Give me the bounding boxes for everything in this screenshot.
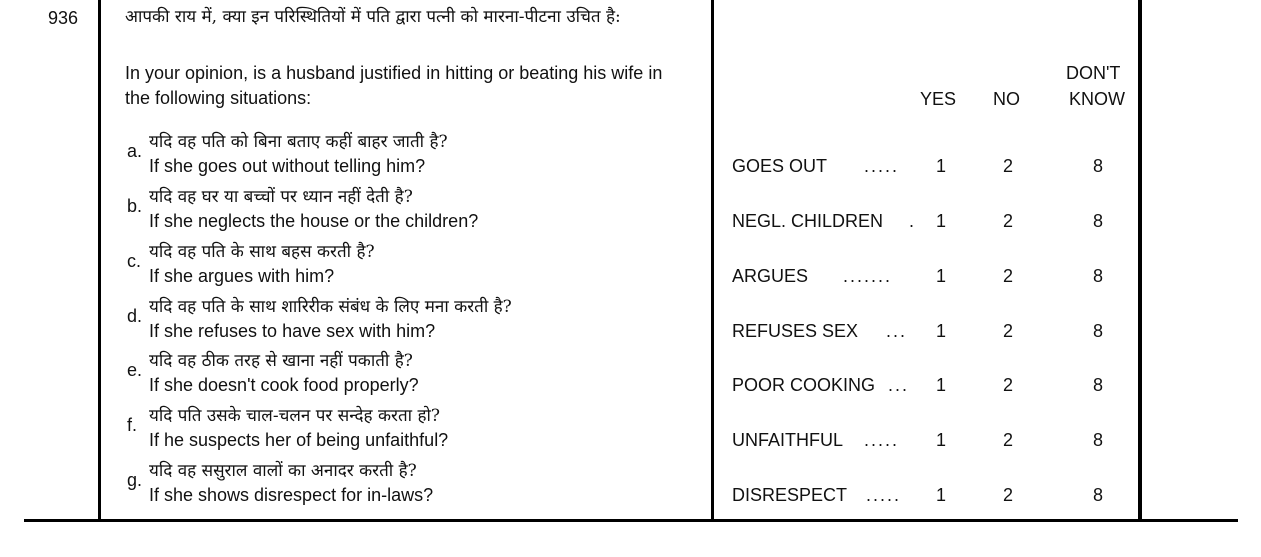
item-yes-code: 1	[935, 156, 946, 176]
item-code-label: GOES OUT	[732, 156, 828, 176]
item-leader-dots: ...	[888, 375, 910, 395]
item-yes-code: 1	[935, 430, 946, 450]
item-dont-know-code: 8	[1092, 375, 1103, 395]
item-dont-know-code: 8	[1092, 430, 1103, 450]
item-letter: d.	[127, 306, 143, 326]
item-english-text: If he suspects her of being unfaithful?	[149, 430, 449, 450]
header-dont-know-line2: KNOW	[1069, 89, 1125, 109]
item-english-text: If she goes out without telling him?	[149, 156, 426, 176]
item-leader-dots: ...	[886, 321, 908, 341]
bottom-rule	[24, 519, 1238, 522]
english-prompt-line2: the following situations:	[125, 88, 312, 108]
item-hindi-text: यदि पति उसके चाल-चलन पर सन्देह करता हो?	[149, 406, 441, 426]
item-code-label: ARGUES	[732, 266, 809, 286]
item-leader-dots: .....	[864, 156, 900, 176]
item-dont-know-code: 8	[1092, 266, 1103, 286]
item-no-code: 2	[1002, 430, 1013, 450]
item-english-text: If she neglects the house or the children?	[149, 211, 479, 231]
item-code-label: DISRESPECT	[732, 485, 848, 505]
item-dont-know-code: 8	[1092, 211, 1103, 231]
item-no-code: 2	[1002, 211, 1013, 231]
item-row	[0, 294, 1261, 348]
item-english-text: If she argues with him?	[149, 266, 335, 286]
item-no-code: 2	[1002, 321, 1013, 341]
header-dont-know-line1: DON'T	[1066, 63, 1121, 83]
item-row	[0, 239, 1261, 293]
english-prompt-line1: In your opinion, is a husband justified in hitting or beating his wife in	[125, 63, 663, 83]
item-letter: e.	[127, 360, 143, 380]
item-yes-code: 1	[935, 266, 946, 286]
item-letter: g.	[127, 470, 143, 490]
item-row	[0, 348, 1261, 402]
item-dont-know-code: 8	[1092, 156, 1103, 176]
item-english-text: If she doesn't cook food properly?	[149, 375, 419, 395]
item-hindi-text: यदि वह पति को बिना बताए कहीं बाहर जाती है?	[149, 132, 448, 152]
item-row	[0, 458, 1261, 512]
item-yes-code: 1	[935, 375, 946, 395]
item-leader-dots: .....	[866, 485, 902, 505]
question-number: 936	[48, 8, 79, 28]
item-row	[0, 184, 1261, 238]
item-code-label: REFUSES SEX	[732, 321, 859, 341]
item-letter: f.	[127, 415, 138, 435]
item-hindi-text: यदि वह घर या बच्चों पर ध्यान नहीं देती है?	[149, 187, 413, 207]
item-letter: c.	[127, 251, 142, 271]
item-no-code: 2	[1002, 485, 1013, 505]
item-dont-know-code: 8	[1092, 485, 1103, 505]
item-row	[0, 403, 1261, 457]
header-yes: YES	[920, 89, 957, 109]
item-yes-code: 1	[935, 321, 946, 341]
hindi-prompt: आपकी राय में, क्या इन परिस्थितियों में पति द्वारा पत्नी को मारना-पीटना उचित है:	[125, 7, 621, 27]
item-code-label: NEGL. CHILDREN	[732, 211, 884, 231]
item-letter: a.	[127, 141, 143, 161]
item-hindi-text: यदि वह पति के साथ शारिरीक संबंध के लिए मना करती है?	[149, 297, 512, 317]
item-leader-dots: .....	[864, 430, 900, 450]
item-english-text: If she refuses to have sex with him?	[149, 321, 436, 341]
item-code-label: POOR COOKING	[732, 375, 876, 395]
item-hindi-text: यदि वह ससुराल वालों का अनादर करती है?	[149, 461, 417, 481]
item-leader-dots: .	[909, 211, 917, 231]
item-no-code: 2	[1002, 156, 1013, 176]
item-no-code: 2	[1002, 266, 1013, 286]
item-no-code: 2	[1002, 375, 1013, 395]
item-hindi-text: यदि वह ठीक तरह से खाना नहीं पकाती है?	[149, 351, 413, 371]
item-code-label: UNFAITHFUL	[732, 430, 844, 450]
header-no: NO	[993, 89, 1020, 109]
item-hindi-text: यदि वह पति के साथ बहस करती है?	[149, 242, 375, 262]
item-row	[0, 129, 1261, 183]
item-yes-code: 1	[935, 211, 946, 231]
item-english-text: If she shows disrespect for in-laws?	[149, 485, 434, 505]
item-leader-dots: .......	[843, 266, 893, 286]
item-letter: b.	[127, 196, 143, 216]
item-dont-know-code: 8	[1092, 321, 1103, 341]
item-yes-code: 1	[935, 485, 946, 505]
